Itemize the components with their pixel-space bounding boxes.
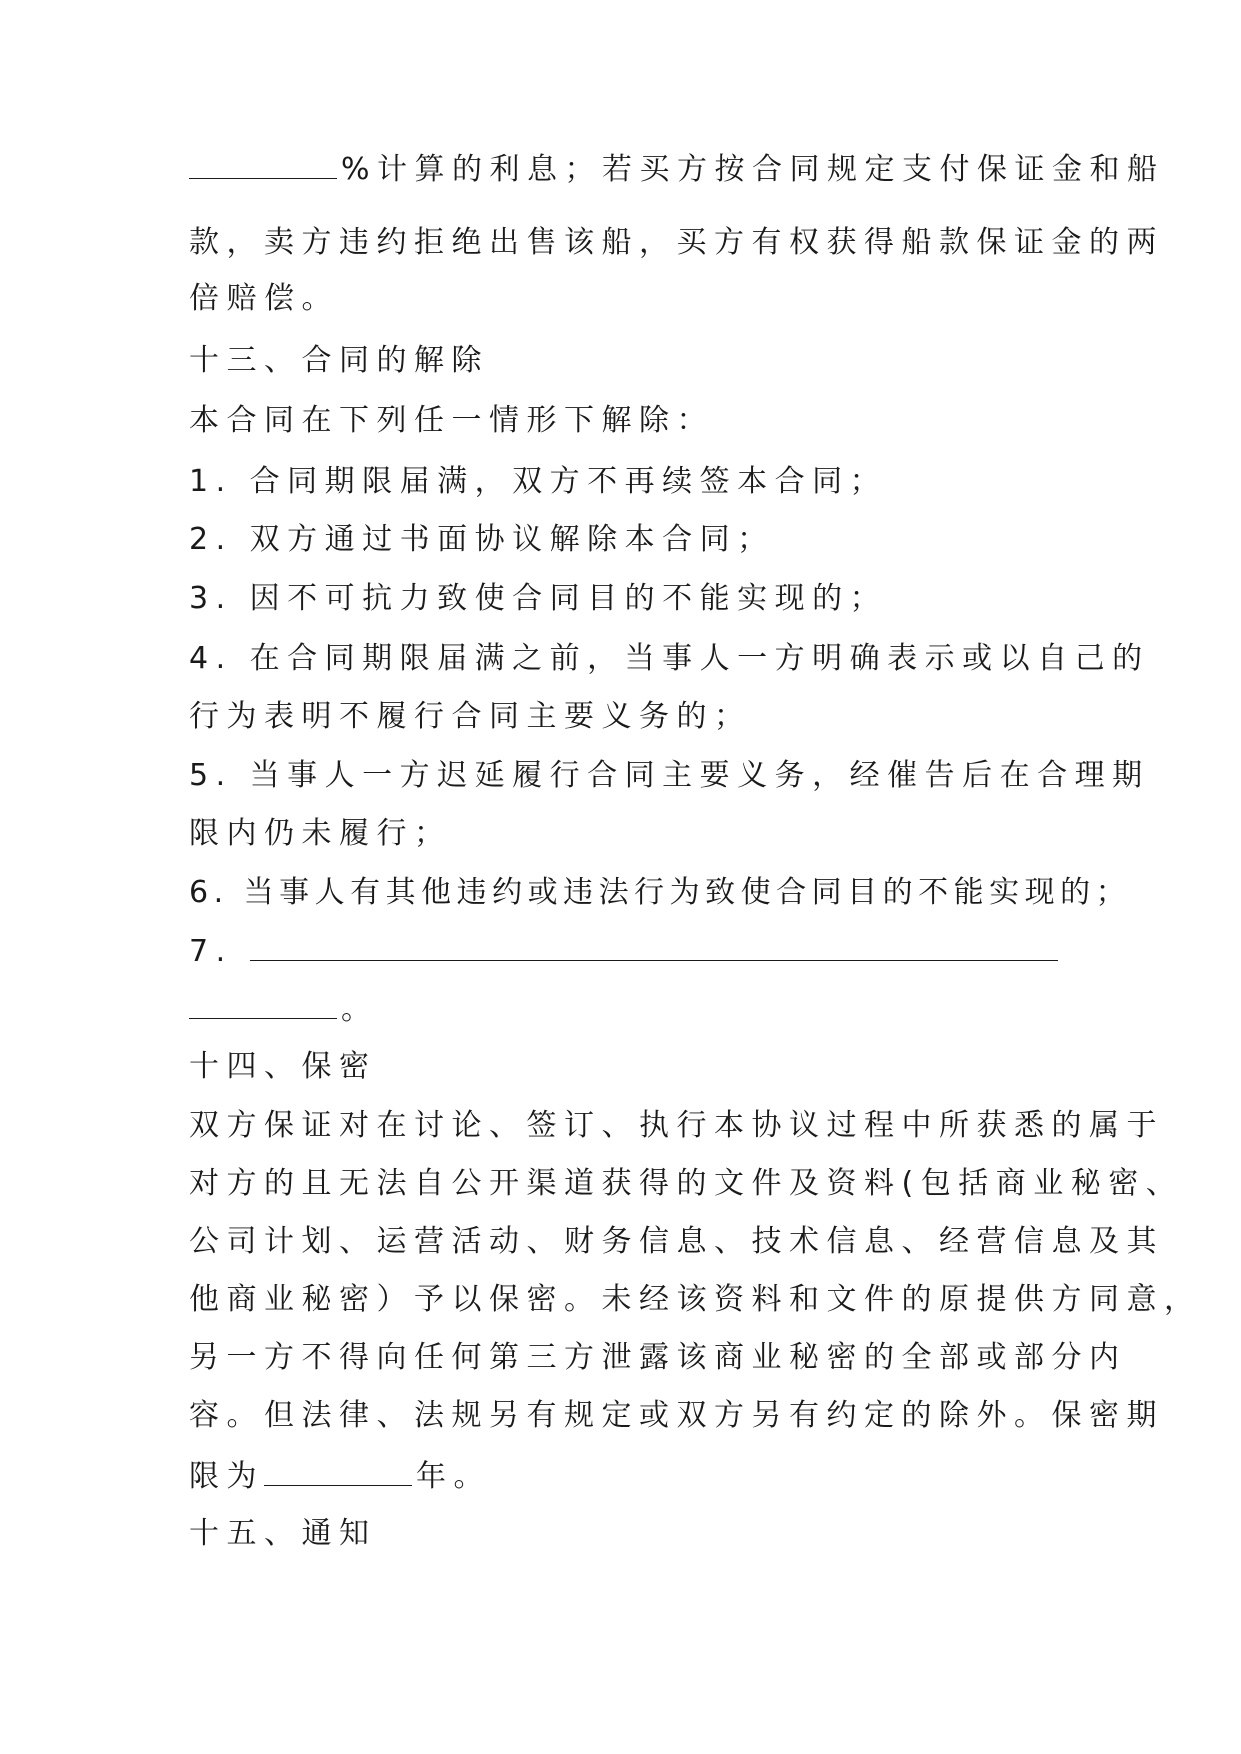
fill-in-blank: [189, 148, 337, 179]
paragraph-line-4: 他商业秘密）予以保密。未经该资料和文件的原提供方同意，: [189, 1282, 1202, 1317]
fill-in-blank: [264, 1455, 412, 1486]
list-item-1: 1. 合同期限届满，双方不再续签本合同；: [189, 464, 888, 499]
fill-in-blank: [189, 988, 337, 1019]
text-line-1-content: %计算的利息；若买方按合同规定支付保证金和船: [341, 152, 1165, 187]
list-item-7-number: 7.: [189, 934, 250, 969]
paragraph-line-1: 双方保证对在讨论、签订、执行本协议过程中所获悉的属于: [189, 1108, 1164, 1143]
text-line-2: 款，卖方违约拒绝出售该船，买方有权获得船款保证金的两: [189, 225, 1164, 260]
paragraph-line-2: 对方的且无法自公开渠道获得的文件及资料(包括商业秘密、: [189, 1166, 1184, 1201]
paragraph-line-7-end: 年。: [416, 1459, 491, 1494]
list-item-5: 5. 当事人一方迟延履行合同主要义务，经催告后在合理期: [189, 758, 1150, 793]
paragraph-line-7-start: 限为: [189, 1459, 264, 1494]
list-item-5-cont: 限内仍未履行；: [189, 816, 452, 851]
paragraph-line-7: [189, 1455, 491, 1495]
paragraph-line-6: 容。但法律、法规另有规定或双方另有约定的除外。保密期: [189, 1398, 1164, 1433]
section-heading-13: 十三、合同的解除: [189, 343, 489, 378]
paragraph-line-5: 另一方不得向任何第三方泄露该商业秘密的全部或部分内: [189, 1340, 1127, 1375]
list-item-4-cont: 行为表明不履行合同主要义务的；: [189, 699, 752, 734]
list-item-2: 2. 双方通过书面协议解除本合同；: [189, 522, 775, 557]
text-line-5: 本合同在下列任一情形下解除：: [189, 403, 714, 438]
list-item-7-end: 。: [341, 992, 379, 1027]
list-item-4: 4. 在合同期限届满之前，当事人一方明确表示或以自己的: [189, 641, 1150, 676]
section-heading-15: 十五、通知: [189, 1516, 377, 1551]
fill-in-blank: [250, 930, 1058, 961]
section-heading-14: 十四、保密: [189, 1049, 377, 1084]
list-item-7-cont: [189, 988, 379, 1028]
list-item-6: 6. 当事人有其他违约或违法行为致使合同目的不能实现的；: [189, 875, 1132, 910]
text-line-1: [189, 148, 1165, 188]
paragraph-line-3: 公司计划、运营活动、财务信息、技术信息、经营信息及其: [189, 1224, 1164, 1259]
list-item-3: 3. 因不可抗力致使合同目的不能实现的；: [189, 581, 888, 616]
list-item-7: [189, 930, 1062, 970]
text-line-3: 倍赔偿。: [189, 281, 339, 316]
